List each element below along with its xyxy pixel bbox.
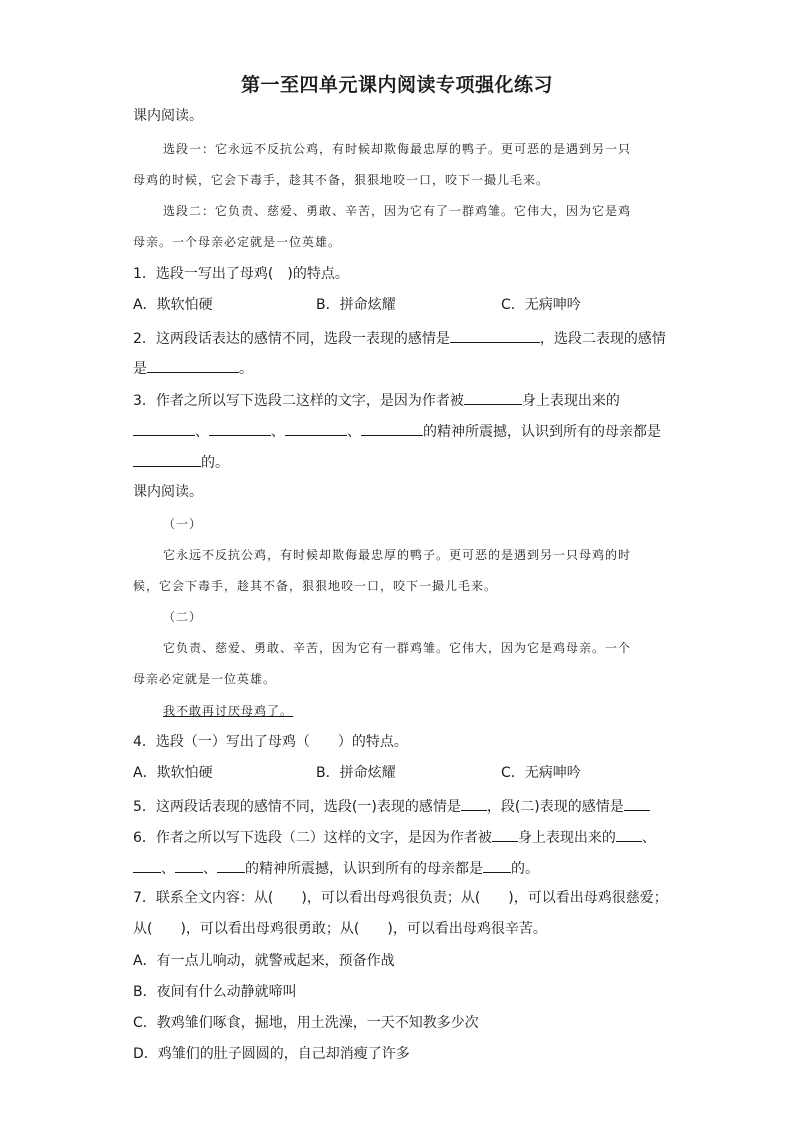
q6-text-f: 的精神所震撼，认识到所有的母亲都是 <box>245 861 483 877</box>
q3-blank-6[interactable] <box>133 451 201 467</box>
q6-text-b: 身上表现出来的 <box>517 830 616 846</box>
q3-blank-2[interactable] <box>133 420 195 436</box>
question-6-line2 <box>133 857 539 879</box>
s2-label-2: （二） <box>163 610 203 624</box>
q4-option-c[interactable]: C．无病呻吟 <box>501 765 581 781</box>
q6-sep-2: 、 <box>161 861 175 877</box>
question-4: 4．选段（一）写出了母鸡（ ）的特点。 <box>133 734 408 750</box>
q6-blank-5[interactable] <box>217 857 245 873</box>
s2-passage1-line2: 候，它会下毒手，趁其不备，狠狠地咬一口，咬下一撮儿毛来。 <box>133 579 498 593</box>
section2-heading: 课内阅读。 <box>133 484 203 500</box>
s2-passage3: 我不敢再讨厌母鸡了。 <box>163 704 294 718</box>
q5-blank-1[interactable] <box>461 795 487 811</box>
q5-text-b: ，段(二)表现的感情是 <box>486 799 624 815</box>
q3-sep-2: 、 <box>271 424 285 440</box>
section1-heading: 课内阅读。 <box>133 108 203 124</box>
q1-option-b[interactable]: B．拼命炫耀 <box>316 297 396 313</box>
q7-option-b[interactable]: B．夜间有什么动静就啼叫 <box>133 984 297 1000</box>
s2-passage2-line2: 母亲必定就是一位英雄。 <box>133 672 277 686</box>
q6-blank-4[interactable] <box>175 857 203 873</box>
q1-option-c[interactable]: C．无病呻吟 <box>501 297 581 313</box>
q3-sep-3: 、 <box>347 424 361 440</box>
q6-blank-2[interactable] <box>616 826 642 842</box>
s1-passage1-line2: 母鸡的时候，它会下毒手，趁其不备，狠狠地咬一口，咬下一撮儿毛来。 <box>133 173 550 187</box>
question-7-line2: 从( )，可以看出母鸡很勇敢；从( )，可以看出母鸡很辛苦。 <box>133 921 547 937</box>
question-2-line1 <box>133 327 666 349</box>
q2-blank-1[interactable] <box>450 327 540 343</box>
q5-text-a: 5．这两段话表现的感情不同，选段(一)表现的感情是 <box>133 799 461 815</box>
q5-blank-2[interactable] <box>624 795 650 811</box>
page-title: 第一至四单元课内阅读专项强化练习 <box>240 74 553 96</box>
q6-sep-3: 、 <box>203 861 217 877</box>
s1-passage1-line1: 选段一：它永远不反抗公鸡，有时候却欺侮最忠厚的鸭子。更可恶的是遇到另一只 <box>163 142 632 156</box>
q3-text-d: 的。 <box>201 455 229 471</box>
q6-text-a: 6．作者之所以写下选段（二）这样的文字，是因为作者被 <box>133 830 492 846</box>
question-5 <box>133 795 650 817</box>
s2-passage2-line1: 它负责、慈爱、勇敢、辛苦，因为它有一群鸡雏。它伟大，因为它是鸡母亲。一个 <box>163 641 632 655</box>
question-3-line2 <box>133 420 661 442</box>
q3-text-a: 3．作者之所以写下选段二这样的文字，是因为作者被 <box>133 393 464 409</box>
question-3-line1 <box>133 389 620 411</box>
q3-blank-4[interactable] <box>285 420 347 436</box>
q3-text-b: 身上表现出来的 <box>521 393 620 409</box>
s2-label-1: （一） <box>163 517 203 531</box>
question-3-line3 <box>133 451 229 473</box>
q4-option-a[interactable]: A．欺软怕硬 <box>133 765 213 781</box>
q7-option-a[interactable]: A．有一点儿响动，就警戒起来，预备作战 <box>133 953 395 969</box>
q3-text-c: 的精神所震撼，认识到所有的母亲都是 <box>423 424 661 440</box>
q6-blank-1[interactable] <box>492 826 518 842</box>
question-7-line1: 7．联系全文内容：从( )，可以看出母鸡很负责；从( )，可以看出母鸡很慈爱； <box>133 890 668 906</box>
q3-blank-3[interactable] <box>209 420 271 436</box>
q2-text-c: 是 <box>133 361 147 377</box>
q3-sep-1: 、 <box>195 424 209 440</box>
q2-text-b: ，选段二表现的感情 <box>539 331 666 347</box>
q2-text-a: 2．这两段话表达的感情不同，选段一表现的感情是 <box>133 331 450 347</box>
s1-passage2-line2: 母亲。一个母亲必定就是一位英雄。 <box>133 235 342 249</box>
q6-blank-6[interactable] <box>483 857 511 873</box>
question-1: 1．选段一写出了母鸡( )的特点。 <box>133 266 349 282</box>
q6-blank-3[interactable] <box>133 857 161 873</box>
q4-option-b[interactable]: B．拼命炫耀 <box>316 765 396 781</box>
q7-option-c[interactable]: C．教鸡雏们啄食，掘地，用土洗澡，一天不知教多少次 <box>133 1015 479 1031</box>
q6-text-g: 的。 <box>511 861 539 877</box>
q6-sep-1: 、 <box>641 830 656 846</box>
s1-passage2-line1: 选段二：它负责、慈爱、勇敢、辛苦，因为它有了一群鸡雏。它伟大，因为它是鸡 <box>163 204 632 218</box>
q3-blank-5[interactable] <box>361 420 423 436</box>
q3-blank-1[interactable] <box>464 389 522 405</box>
s2-passage1-line1: 它永远不反抗公鸡，有时候却欺侮最忠厚的鸭子。更可恶的是遇到另一只母鸡的时 <box>163 548 632 562</box>
q2-text-d: 。 <box>239 361 253 377</box>
q2-blank-2[interactable] <box>147 357 239 373</box>
q7-option-d[interactable]: D．鸡雏们的肚子圆圆的，自己却消瘦了许多 <box>133 1046 410 1062</box>
q1-option-a[interactable]: A．欺软怕硬 <box>133 297 213 313</box>
question-2-line2 <box>133 357 253 379</box>
question-6-line1 <box>133 826 656 848</box>
